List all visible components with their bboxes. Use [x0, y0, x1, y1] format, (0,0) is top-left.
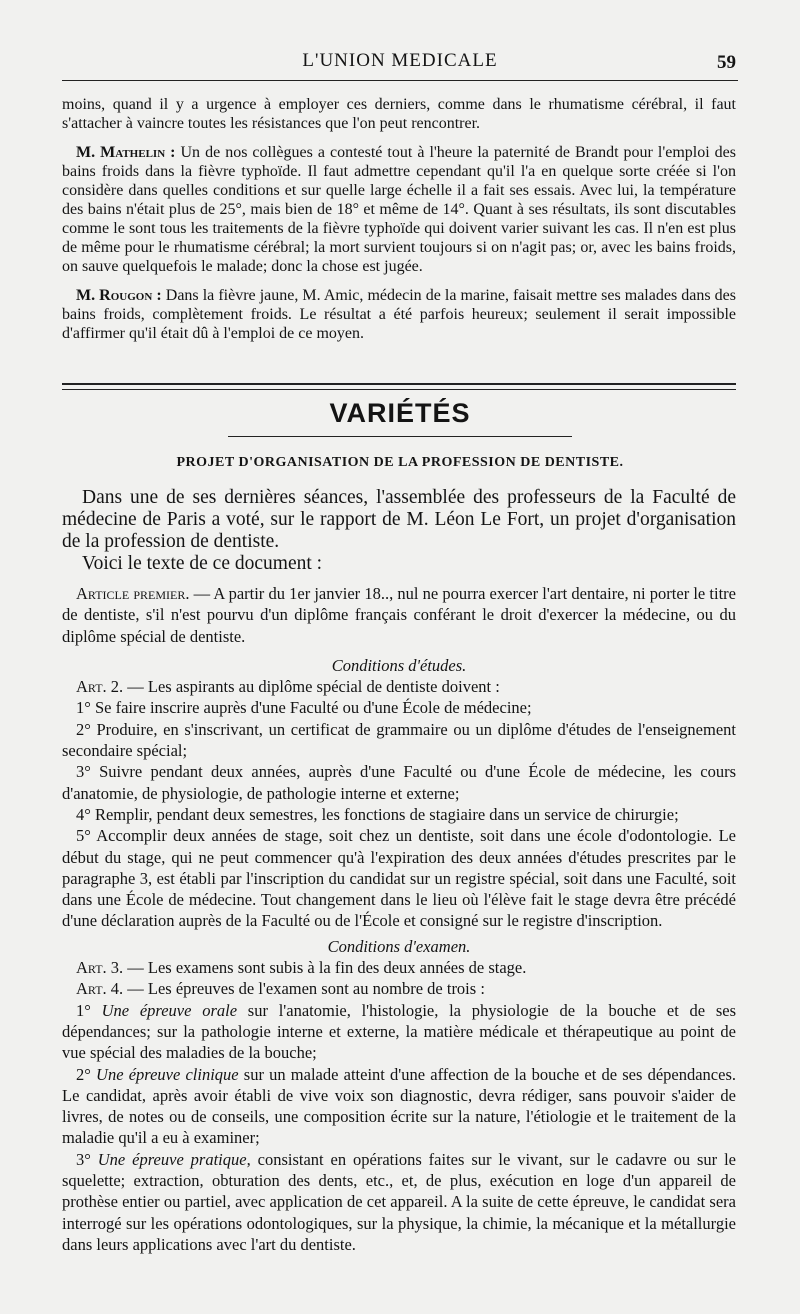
item-number: 1° [76, 1000, 102, 1020]
paragraph-rougon [62, 286, 736, 343]
paragraph-text: Un de nos collègues a contesté tout à l'heure la paternité de Brandt pour l'emploi des bains froids dans la fièvre typhoïde. Il faut admettre cependant qu'il l'a en quelque sorte créée si l'on considère dans quelles conditions et sur quelle large échelle il a fait ses essais. Avec lui, la température des bains n'était plus de 25°, mais bien de 18° et même de 14°. Quant à ses résultats, ils sont discutables comme le sont tous les traitements de la fièvre typhoïde qui doivent varier suivant les cas. Il n'en est plus de même pour le rhumatisme cérébral; la mort survient toujours si on n'agit pas; or, avec les bains froids, on sauve quelquefois le malade; donc la chose est jugée. [62, 144, 736, 275]
section-title: VARIÉTÉS [329, 398, 471, 428]
article-text: — Les épreuves de l'examen sont au nombre de trois : [123, 979, 485, 999]
list-item: 4° Remplir, pendant deux semestres, les fonctions de stagiaire dans un service de chirurgie; [76, 804, 679, 824]
exam-item-clinique [62, 1064, 736, 1149]
running-title: L'UNION MEDICALE [302, 50, 498, 71]
section-rule-thick [62, 383, 736, 385]
list-item: 3° Suivre pendant deux années, auprès d'une Faculté ou d'une École de médecine, les cours d'anatomie, de physiologie, de pathologie interne et externe; [62, 762, 736, 803]
list-item: 5° Accomplir deux années de stage, soit chez un dentiste, soit dans une école d'odontologie. Le début du stage, qui ne peut commencer qu'à l'expiration des deux années d'études prescrites par le paragraphe 3, est établi par l'inscription du candidat sur un registre spécial, soit dans une Faculté, soit dans une École de médecine. Tout changement dans le lieu où l'élève fait le stage devra être précédé d'une déclaration auprès de la Faculté ou de l'École et consigné sur le registre d'inscription. [62, 826, 736, 931]
article-title: PROJET D'ORGANISATION DE LA PROFESSION DE DENTISTE. [176, 455, 624, 470]
paragraph-text: Dans la fièvre jaune, M. Amic, médecin de la marine, faisait mettre ses malades dans des bains froids, complètement froids. Le résultat a été parfois heureux; seulement il serait impossible d'affirmer qu'il était dû à l'emploi de ce moyen. [62, 287, 736, 342]
running-head [62, 50, 738, 76]
page-number: 59 [717, 52, 736, 73]
paragraph-continuation: moins, quand il y a urgence à employer ces derniers, comme dans le rhumatisme cérébral, il faut s'attacher à vaincre toutes les résistances que l'on peut rencontrer. [62, 96, 736, 132]
article-label: Article premier. [76, 584, 190, 603]
article-text: — A partir du 1er janvier 18.., nul ne pourra exercer l'art dentaire, ni porter le titre de dentiste, s'il n'est pourvu d'un diplôme français conférant le droit d'exercer la médecine, ou du diplôme spécial de dentiste. [62, 584, 736, 646]
list-item: 1° Se faire inscrire auprès d'une Faculté ou d'une École de médecine; [76, 698, 532, 718]
item-number: 2° [76, 1064, 97, 1084]
item-emphasis: Une épreuve clinique [96, 1064, 239, 1084]
exam-item-pratique [62, 1149, 736, 1255]
section-rule-thin [62, 389, 736, 390]
subheading-conditions-etudes: Conditions d'études. [331, 655, 467, 675]
article-label: Art. 2. [76, 677, 124, 697]
article-premier [62, 583, 736, 647]
item-text: , consistant en opérations faites sur le vivant, sur le cadavre ou sur le squelette; extraction, obturation des dents, etc., et, de plus, exécution en loge d'un appareil de prothèse entier ou partiel, avec application de cet appareil. A la suite de cette épreuve, le candidat sera interrogé sur les opérations odontologiques, sur la physique, la chimie, la mécanique et la métallurgie dans leurs applications avec l'art du dentiste. [62, 1149, 736, 1254]
article-text: — Les aspirants au diplôme spécial de dentiste doivent : [123, 677, 500, 697]
speaker-name: M. Mathelin : [76, 144, 176, 161]
item-text: sur l'anatomie, l'histologie, la physiologie de la bouche et de ses dépendances; sur la pathologie interne et externe, la matière médicale et thérapeutique au point de vue spécial des maladies de la bouche; [62, 1000, 737, 1063]
item-number: 3° [76, 1149, 98, 1169]
exam-item-oral [62, 1000, 736, 1064]
title-rule [228, 436, 572, 437]
discussion-block [62, 95, 736, 343]
intro-paragraph: Voici le texte de ce document : [82, 553, 323, 574]
header-rule [62, 80, 738, 81]
article-body [62, 487, 736, 1255]
speaker-name: M. Rougon : [76, 287, 162, 304]
article-label: Art. 4. [76, 979, 124, 999]
paragraph-mathelin [62, 143, 736, 276]
intro-paragraph: Dans une de ses dernières séances, l'assemblée des professeurs de la Faculté de médecine de Paris a voté, sur le rapport de M. Léon Le Fort, un projet d'organisation de la profession de dentiste. [62, 487, 736, 552]
item-emphasis: Une épreuve orale [101, 1000, 238, 1020]
article-label: Art. 3. [76, 958, 124, 978]
item-emphasis: Une épreuve pratique [97, 1149, 247, 1169]
article-text: — Les examens sont subis à la fin des deux années de stage. [123, 958, 527, 978]
article-2 [62, 676, 736, 697]
article-3 [62, 957, 736, 978]
list-item: 2° Produire, en s'inscrivant, un certificat de grammaire ou un diplôme d'études de l'enseignement secondaire spécial; [62, 719, 736, 761]
item-text: sur un malade atteint d'une affection de la bouche et de ses dépendances. Le candidat, après avoir établi de vive voix son diagnostic, devra rédiger, sans pouvoir s'aider de livres, de notes ou de conseils, une composition écrite sur la nature, l'étiologie et le traitement de la maladie qu'il a eu à examiner; [62, 1064, 736, 1148]
subheading-conditions-examen: Conditions d'examen. [327, 936, 471, 956]
article-4 [62, 978, 736, 999]
